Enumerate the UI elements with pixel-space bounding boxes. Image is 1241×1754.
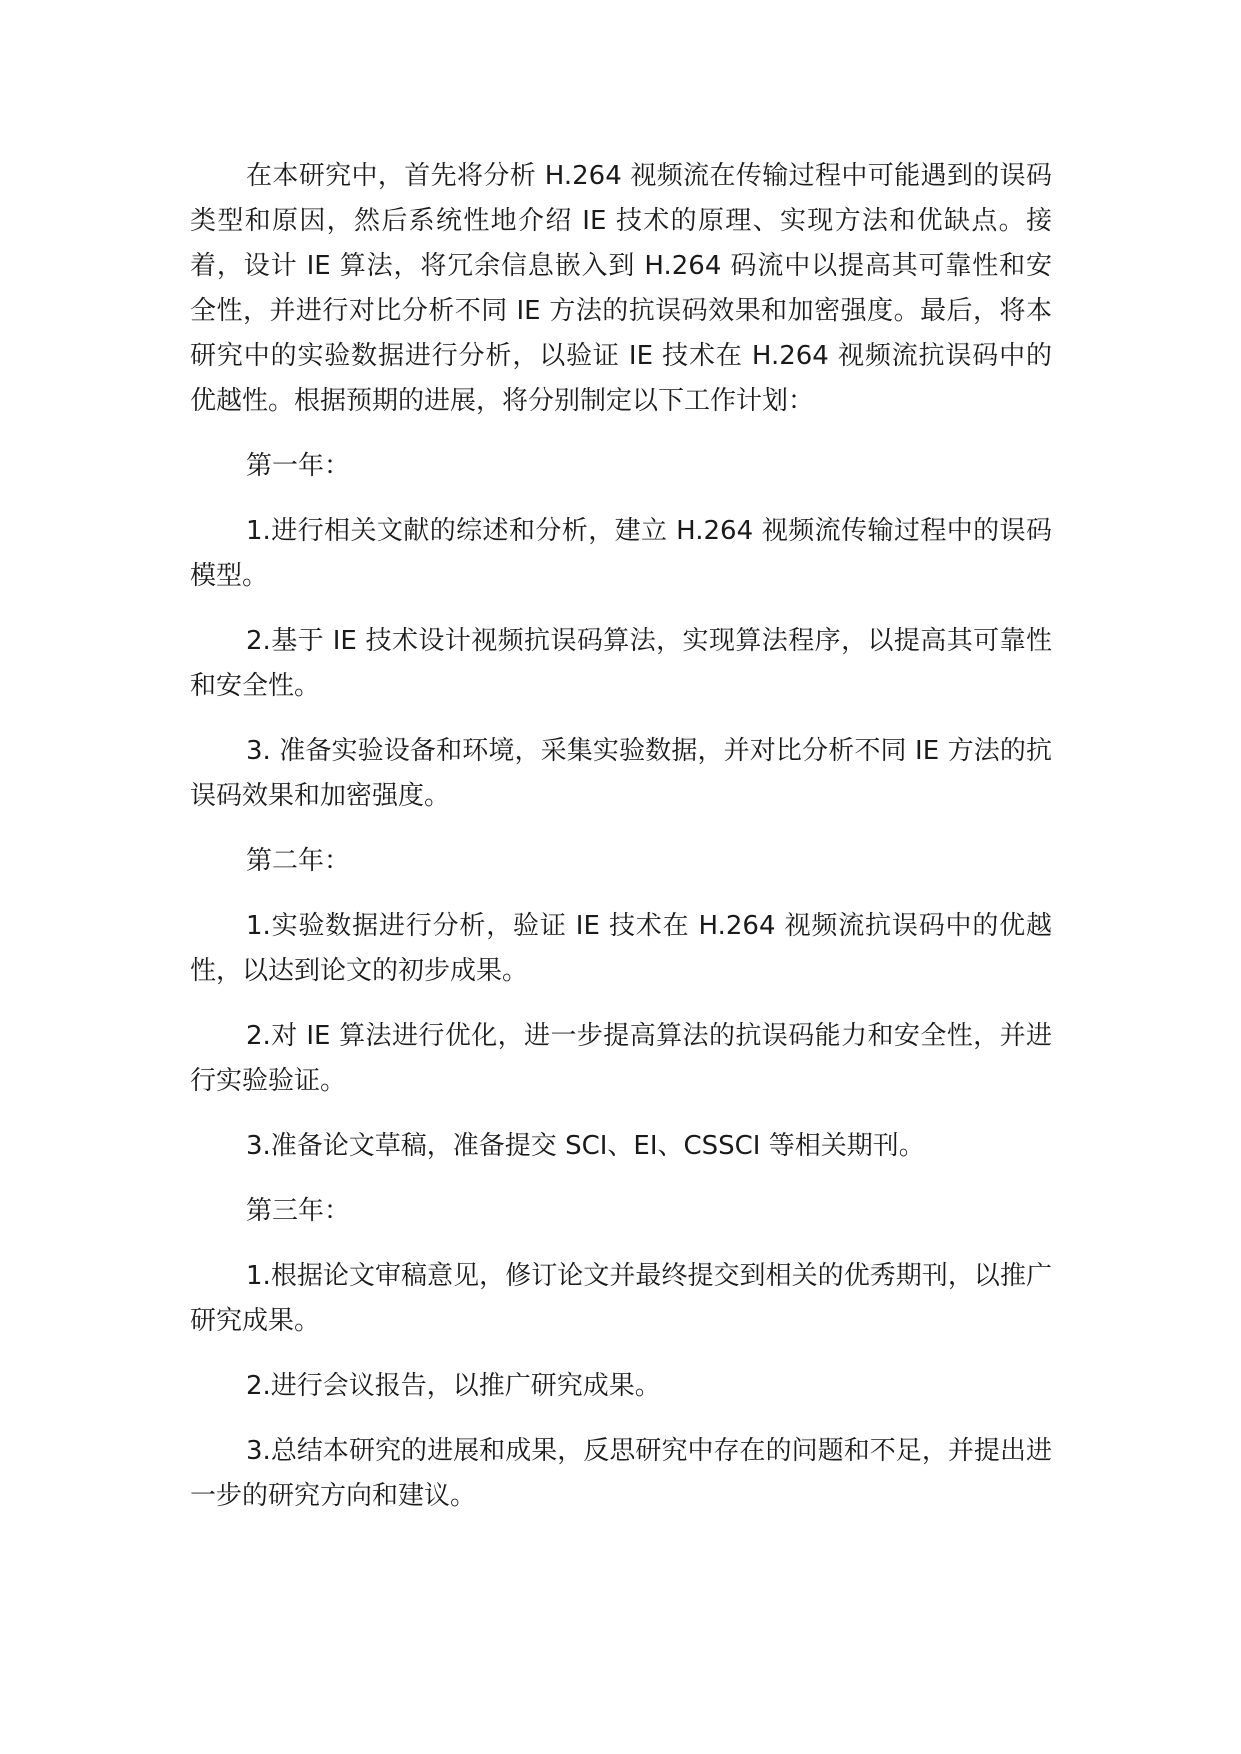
year-one-heading: 第一年：	[246, 451, 351, 481]
year-three-heading: 第三年：	[246, 1196, 351, 1226]
year-three-item-2: 2.进行会议报告，以推广研究成果。	[246, 1371, 661, 1401]
year-one-item-3: 3. 准备实验设备和环境，采集实验数据，并对比分析不同 IE 方法的抗误码效果和加密强度。	[190, 736, 1052, 811]
year-two-item-2: 2.对 IE 算法进行优化，进一步提高算法的抗误码能力和安全性，并进行实验验证。	[190, 1021, 1052, 1096]
year-two-item-3: 3.准备论文草稿，准备提交 SCI、EI、CSSCI 等相关期刊。	[246, 1131, 925, 1161]
year-one-item-1: 1.进行相关文献的综述和分析，建立 H.264 视频流传输过程中的误码模型。	[190, 516, 1052, 591]
intro-paragraph: 在本研究中，首先将分析 H.264 视频流在传输过程中可能遇到的误码类型和原因，然后系统性地介绍 IE 技术的原理、实现方法和优缺点。接着，设计 IE 算法，将冗余信息嵌入到 H.264 码流中以提高其可靠性和安全性，并进行对比分析不同 IE 方法的抗误码效果和加密强度。最后，将本研究中的实验数据进行分析，以验证 IE 技术在 H.264 视频流抗误码中的优越性。根据预期的进展，将分别制定以下工作计划：	[190, 161, 1052, 416]
year-one-item-2: 2.基于 IE 技术设计视频抗误码算法，实现算法程序，以提高其可靠性和安全性。	[190, 626, 1052, 701]
year-two-item-1: 1.实验数据进行分析，验证 IE 技术在 H.264 视频流抗误码中的优越性，以达到论文的初步成果。	[190, 911, 1052, 986]
year-two-heading: 第二年：	[246, 846, 351, 876]
year-three-item-1: 1.根据论文审稿意见，修订论文并最终提交到相关的优秀期刊，以推广研究成果。	[190, 1261, 1052, 1336]
year-three-item-3: 3.总结本研究的进展和成果，反思研究中存在的问题和不足，并提出进一步的研究方向和建议。	[190, 1436, 1052, 1511]
document-body	[190, 154, 1052, 1539]
